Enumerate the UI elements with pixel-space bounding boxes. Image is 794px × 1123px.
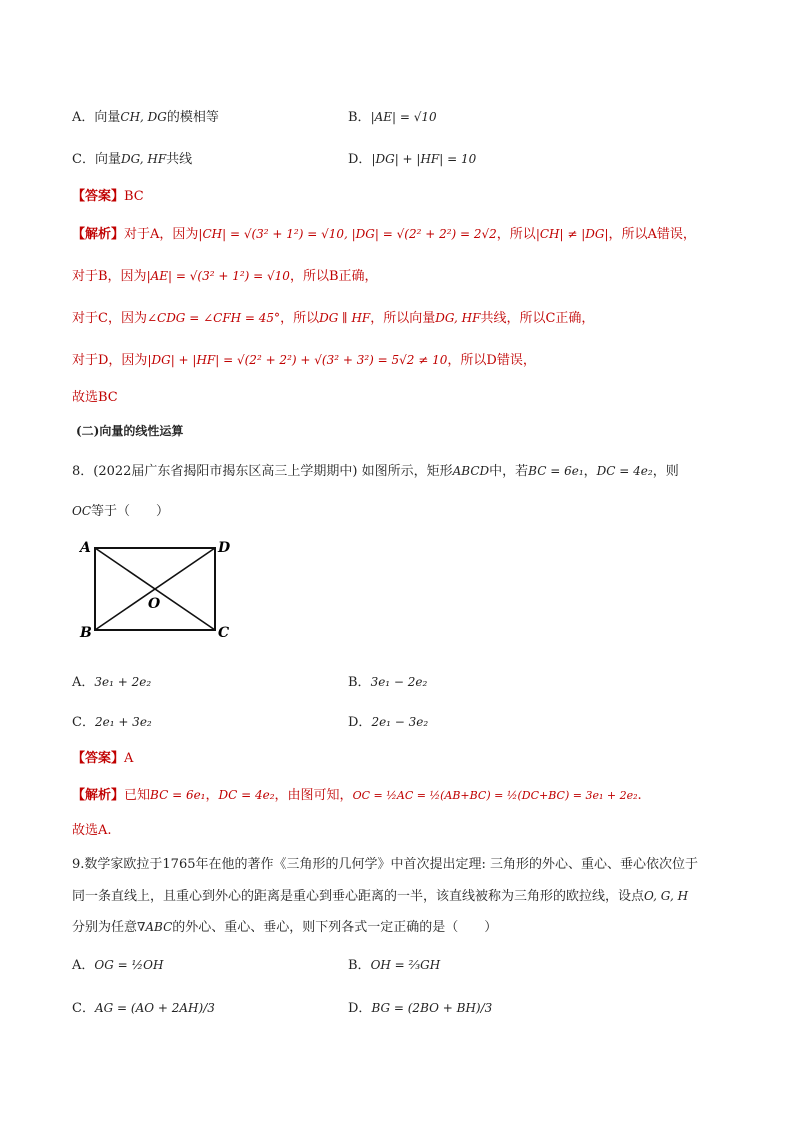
q7-option-c: C．向量DG, HF共线 (72, 152, 193, 167)
q8-stem-line1: 8．(2022届广东省揭阳市揭东区高三上学期期中) 如图所示，矩形ABCD中，若BC = 6e₁，DC = 4e₂，则 (72, 464, 679, 479)
q8-conclusion: 故选A. (72, 823, 112, 838)
q7-option-d-expr: |DG| + |HF| = 10 (371, 152, 477, 166)
q9-option-a: A．OG = ½OH (72, 958, 164, 973)
q8-option-c: C．2e₁ + 3e₂ (72, 715, 152, 730)
q7-option-b-expr: |AE| = √10 (370, 110, 437, 124)
q9-option-c: C．AG = (AO + 2AH)/3 (72, 1001, 215, 1016)
q7-conclusion: 故选BC (72, 390, 118, 405)
q7-option-a: A．向量CH, DG的模相等 (72, 110, 219, 125)
q9-stem-line1: 9.数学家欧拉于1765年在他的著作《三角形的几何学》中首次提出定理: 三角形的外心、重心、垂心依次位于 (72, 857, 699, 872)
q7-option-a-vectors: CH, DG (120, 110, 167, 124)
q9-option-b: B．OH = ⅔GH (348, 958, 441, 973)
q8-stem-line2: OC等于（ ） (72, 504, 170, 519)
q9-stem-line2: 同一条直线上，且重心到外心的距离是重心到垂心距离的一半，该直线被称为三角形的欧拉线，设点O, G, H (72, 889, 689, 904)
label-d: D (218, 540, 231, 556)
q7-analysis-line4: 对于D，因为|DG| + |HF| = √(2² + 2²) + √(3² + 3²) = 5√2 ≠ 10，所以D错误， (72, 353, 536, 368)
q8-option-a: A．3e₁ + 2e₂ (72, 675, 152, 690)
q7-option-d: D．|DG| + |HF| = 10 (348, 152, 477, 167)
rectangle-abcd-figure (76, 536, 236, 642)
q7-option-c-vectors: DG, HF (120, 152, 167, 166)
q7-analysis-line3: 对于C，因为∠CDG = ∠CFH = 45°，所以DG ∥ HF，所以向量DG, HF共线，所以C正确， (72, 311, 595, 326)
q8-answer: 【答案】A (72, 751, 134, 766)
q8-analysis: 【解析】已知BC = 6e₁，DC = 4e₂，由图可知，OC = ½AC = ½(AB+BC) = ½(DC+BC) = 3e₁ + 2e₂. (72, 788, 642, 803)
q7-option-b: B．|AE| = √10 (348, 110, 437, 125)
label-c: C (218, 625, 230, 641)
q9-option-d: D．BG = (2BO + BH)/3 (348, 1001, 493, 1016)
q7-analysis-line2: 对于B，因为|AE| = √(3² + 1²) = √10，所以B正确， (72, 269, 378, 284)
label-a: A (80, 540, 91, 556)
q9-stem-line3: 分别为任意∇ABC的外心、重心、垂心，则下列各式一定正确的是（ ） (72, 920, 498, 935)
q8-option-d: D．2e₁ − 3e₂ (348, 715, 429, 730)
label-o: O (148, 596, 161, 612)
q7-analysis-line1: 【解析】对于A，因为|CH| = √(3² + 1²) = √10, |DG| = √(2² + 2²) = 2√2，所以|CH| ≠ |DG|，所以A错误， (72, 227, 696, 242)
q8-option-b: B．3e₁ − 2e₂ (348, 675, 428, 690)
q7-answer: 【答案】BC (72, 189, 144, 204)
section-title: (二)向量的线性运算 (76, 424, 184, 438)
label-b: B (80, 625, 92, 641)
